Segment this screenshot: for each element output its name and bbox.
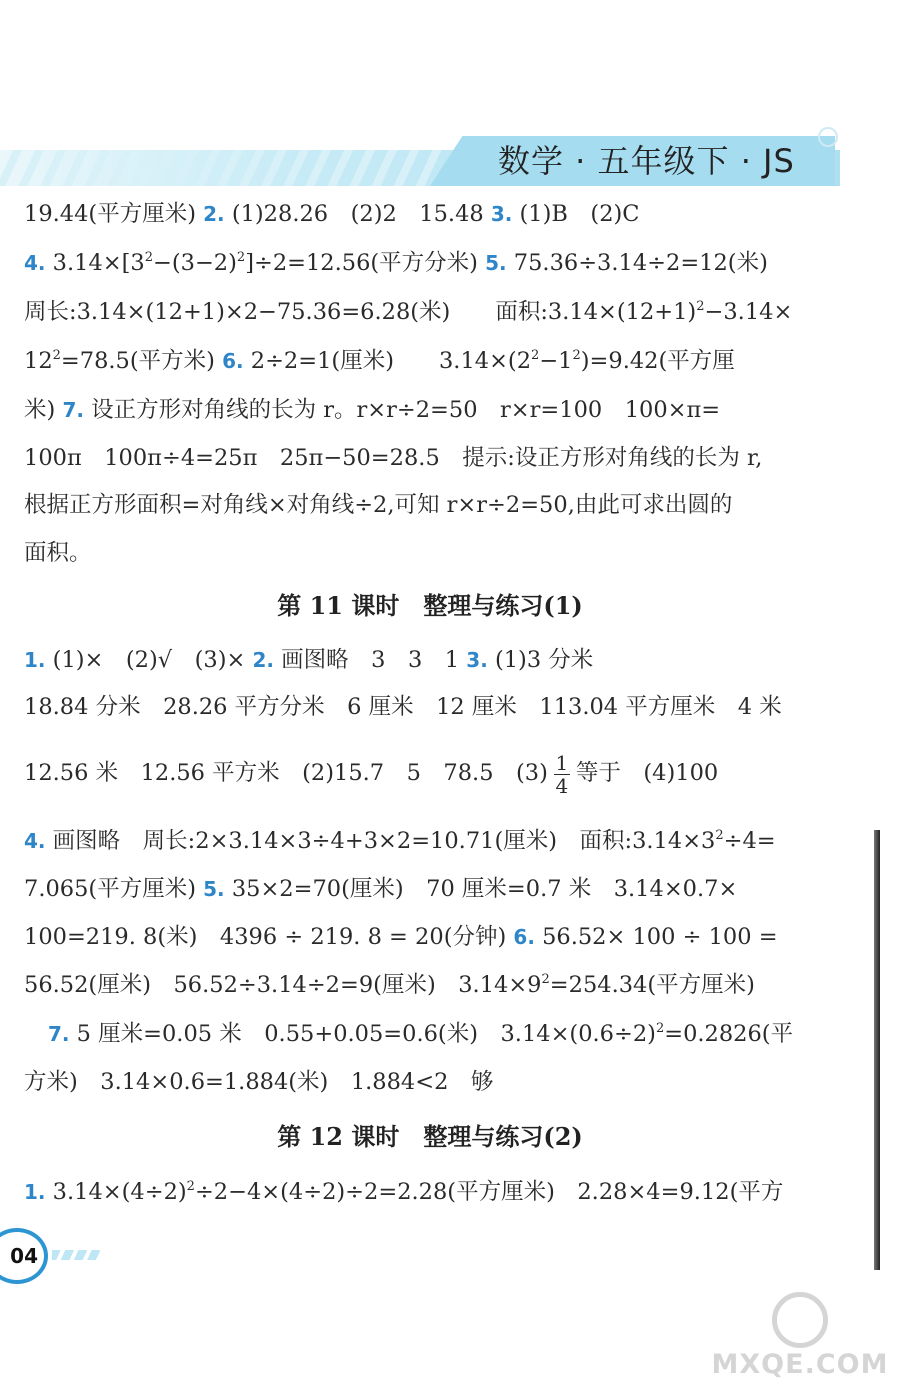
answer-line: 12.56 米 12.56 平方米 (2)15.7 5 78.5 (3) $\frac{1}{4}$ 等于 (4)100 xyxy=(24,750,719,798)
question-number: 6. xyxy=(513,925,535,949)
answer-line: 4. $3.14\times[3^2-(3-2)^2]\div 2=12.56$(平方分米) 5. 75.36÷3.14÷2=12(米) xyxy=(24,250,768,276)
question-number: 7. xyxy=(48,1022,70,1046)
question-number: 1. xyxy=(24,648,46,672)
question-number: 4. xyxy=(24,251,46,275)
question-number: 3. xyxy=(490,202,513,226)
page-number-badge: 04 xyxy=(0,1228,48,1284)
question-number: 2. xyxy=(203,202,225,226)
ring-icon xyxy=(818,127,838,147)
answer-line: 面积。 xyxy=(24,540,92,566)
fraction: $\frac{1}{4}$ xyxy=(555,750,569,798)
watermark-text: MXQE.COM xyxy=(711,1349,889,1380)
answer-line: 100=219. 8(米) 4396 ÷ 219. 8 = 20(分钟) 6. 56.52× 100 ÷ 100 = xyxy=(24,924,778,950)
question-number: 7. xyxy=(62,398,84,422)
answer-line: 1. $3.14\times(4\div 2)^2\div 2-4\times(4\div 2)\div 2=2.28$(平方厘米) 2.28×4=9.12(平方 xyxy=(24,1179,784,1205)
answer-line: 1. (1)× (2)√ (3)× 2. 画图略 3 3 1 3. (1)3 分米 xyxy=(24,647,594,673)
header-stripes xyxy=(0,150,460,186)
answer-line: 4. 画图略 周长:2×3.14×3÷4+3×2=10.71(厘米) 面积$:3.14\times 3^2\div 4=$ xyxy=(24,828,776,854)
question-number: 2. xyxy=(252,648,275,672)
lesson-12-heading: 第 12 课时 整理与练习(2) xyxy=(277,1122,583,1151)
question-number: 1. xyxy=(24,1180,46,1204)
answer-line: 100π 100π÷4=25π 25π−50=28.5 提示:设正方形对角线的长为 r, xyxy=(24,445,763,471)
page-title: 数学 · 五年级下 · JS xyxy=(498,142,795,180)
answer-line: 根据正方形面积=对角线×对角线÷2,可知 r×r÷2=50,由此可求出圆的 xyxy=(24,492,733,518)
lesson-11-heading: 第 11 课时 整理与练习(1) xyxy=(277,591,583,620)
answer-line: 7.065(平方厘米) 5. 35×2=70(厘米) 70 厘米=0.7 米 3.14×0.7× xyxy=(24,876,738,902)
question-number: 3. xyxy=(466,648,488,672)
answer-line: 18.84 分米 28.26 平方分米 6 厘米 12 厘米 113.04 平方厘米 4 米 xyxy=(24,694,782,720)
answer-line: 周长:3.14×(12+1)×2−75.36=6.28(米) 面积$:3.14\times(12+1)^2-3.14\times$ xyxy=(24,299,793,325)
answer-line: $12^2=78.5$(平方米) 6. 2÷2=1(厘米) $3.14\times(2^2-1^2)=9.42$(平方厘 xyxy=(24,348,735,374)
question-number: 6. xyxy=(222,349,244,373)
answer-line: 米) 7. 设正方形对角线的长为 r。r×r÷2=50 r×r=100 100×π= xyxy=(24,397,721,423)
footer-stripe xyxy=(52,1250,100,1260)
answer-line: 方米) 3.14×0.6=1.884(米) 1.884<2 够 xyxy=(24,1069,494,1095)
watermark-icon xyxy=(772,1292,828,1348)
question-number: 4. xyxy=(24,829,46,853)
answer-line: 56.52(厘米) 56.52÷3.14÷2=9(厘米) $3.14\times 9^2=254.34$(平方厘米) xyxy=(24,972,755,998)
question-number: 5. xyxy=(203,877,225,901)
scan-edge xyxy=(874,830,880,1270)
watermark-logo xyxy=(702,1292,898,1384)
question-number: 5. xyxy=(485,251,507,275)
answer-line: 19.44(平方厘米) 2. (1)28.26 (2)2 15.48 3. (1)B (2)C xyxy=(24,201,640,227)
answer-line: 7. 5 厘米=0.05 米 0.55+0.05=0.6(米) $3.14\times(0.6\div 2)^2=0.2826$(平 xyxy=(48,1021,794,1047)
